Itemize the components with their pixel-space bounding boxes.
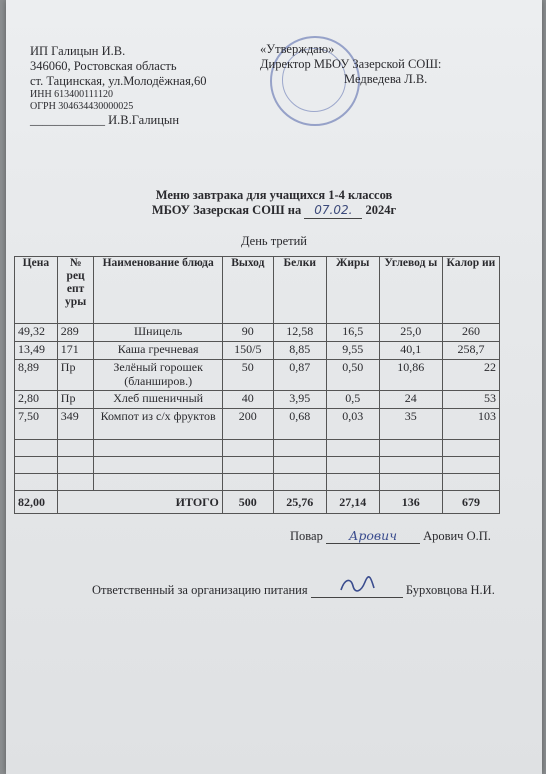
cell-carbs: 25,0	[379, 324, 442, 342]
approval-position: Директор МБОУ Зазерской СОШ:	[260, 57, 442, 71]
menu-table	[14, 256, 500, 514]
cell-calories: 258,7	[442, 342, 499, 360]
cell-calories: 103	[442, 409, 499, 440]
issuer-signature-line: ____________ И.В.Галицын	[30, 113, 180, 127]
cell-carbs: 35	[379, 409, 442, 440]
cell-dish: Компот из с/х фруктов	[94, 409, 222, 440]
cell-dish: Каша гречневая	[94, 342, 222, 360]
issuer-address-street: ст. Тацинская, ул.Молодёжная,60	[30, 74, 207, 88]
cell-calories: 22	[442, 360, 499, 391]
cook-name: Арович О.П.	[423, 529, 491, 543]
responsible-label: Ответственный за организацию питания	[92, 583, 308, 597]
responsible-signature-block	[92, 576, 495, 598]
menu-title	[6, 188, 542, 219]
cell-recipe: 349	[57, 409, 94, 440]
issuer-ogrn: ОГРН 304634430000025	[30, 101, 134, 112]
cell-price: 7,50	[15, 409, 58, 440]
cell-recipe: 289	[57, 324, 94, 342]
cell-protein: 0,87	[273, 360, 326, 391]
cook-label: Повар	[290, 529, 323, 543]
cell-fat: 9,55	[326, 342, 379, 360]
menu-title-line2	[6, 203, 542, 219]
cell-fat: 0,50	[326, 360, 379, 391]
header-carbs: Углевод ы	[379, 257, 442, 324]
table-total-row	[15, 491, 500, 514]
table-row	[15, 409, 500, 440]
total-label: ИТОГО	[57, 491, 222, 514]
table-row	[15, 391, 500, 409]
cook-signature-block	[290, 528, 491, 544]
total-protein: 25,76	[273, 491, 326, 514]
signature-scribble-icon	[337, 576, 377, 594]
header-calories: Калор ии	[442, 257, 499, 324]
document-page	[6, 0, 542, 774]
header-recipe: № рец епт уры	[57, 257, 94, 324]
menu-date: 07.02.	[304, 203, 362, 219]
approval-name: Медведева Л.В.	[344, 72, 428, 86]
cell-fat: 16,5	[326, 324, 379, 342]
total-portion: 500	[222, 491, 273, 514]
table-row	[15, 324, 500, 342]
total-price: 82,00	[15, 491, 58, 514]
header-protein: Белки	[273, 257, 326, 324]
cell-protein: 8,85	[273, 342, 326, 360]
menu-title-suffix: 2024г	[365, 203, 397, 217]
cook-signature: Арович	[326, 528, 420, 544]
cell-price: 49,32	[15, 324, 58, 342]
cell-price: 2,80	[15, 391, 58, 409]
issuer-name: ИП Галицын И.В.	[30, 44, 126, 58]
cell-recipe: 171	[57, 342, 94, 360]
cell-calories: 260	[442, 324, 499, 342]
header-portion: Выход	[222, 257, 273, 324]
cell-recipe: Пр	[57, 360, 94, 391]
cell-portion: 200	[222, 409, 273, 440]
cell-carbs: 40,1	[379, 342, 442, 360]
cell-dish: Хлеб пшеничный	[94, 391, 222, 409]
cell-carbs: 24	[379, 391, 442, 409]
total-carbs: 136	[379, 491, 442, 514]
table-row-empty	[15, 457, 500, 474]
cell-portion: 40	[222, 391, 273, 409]
cell-protein: 0,68	[273, 409, 326, 440]
issuer-block	[30, 44, 206, 128]
header-fat: Жиры	[326, 257, 379, 324]
cell-portion: 150/5	[222, 342, 273, 360]
menu-title-line1: Меню завтрака для учащихся 1-4 классов	[155, 188, 393, 202]
cell-dish: Шницель	[94, 324, 222, 342]
cell-protein: 12,58	[273, 324, 326, 342]
table-row	[15, 342, 500, 360]
approval-block	[260, 42, 441, 87]
table-row-empty	[15, 474, 500, 491]
menu-title-prefix: МБОУ Зазерская СОШ на	[151, 203, 302, 217]
total-calories: 679	[442, 491, 499, 514]
cell-price: 13,49	[15, 342, 58, 360]
cell-protein: 3,95	[273, 391, 326, 409]
cell-fat: 0,03	[326, 409, 379, 440]
table-row	[15, 360, 500, 391]
cell-price: 8,89	[15, 360, 58, 391]
cell-calories: 53	[442, 391, 499, 409]
issuer-inn: ИНН 613400111120	[30, 89, 114, 100]
header-dish: Наименование блюда	[94, 257, 222, 324]
cell-portion: 50	[222, 360, 273, 391]
cell-carbs: 10,86	[379, 360, 442, 391]
cell-recipe: Пр	[57, 391, 94, 409]
issuer-address-region: 346060, Ростовская область	[30, 59, 177, 73]
responsible-signature	[311, 576, 403, 598]
header-price: Цена	[15, 257, 58, 324]
cell-dish: Зелёный горошек (бланширов.)	[94, 360, 222, 391]
total-fat: 27,14	[326, 491, 379, 514]
table-row-empty	[15, 440, 500, 457]
cell-fat: 0,5	[326, 391, 379, 409]
menu-day: День третий	[241, 234, 307, 248]
table-header-row	[15, 257, 500, 324]
approval-word: «Утверждаю»	[260, 42, 335, 56]
cell-portion: 90	[222, 324, 273, 342]
responsible-name: Бурховцова Н.И.	[405, 583, 495, 597]
